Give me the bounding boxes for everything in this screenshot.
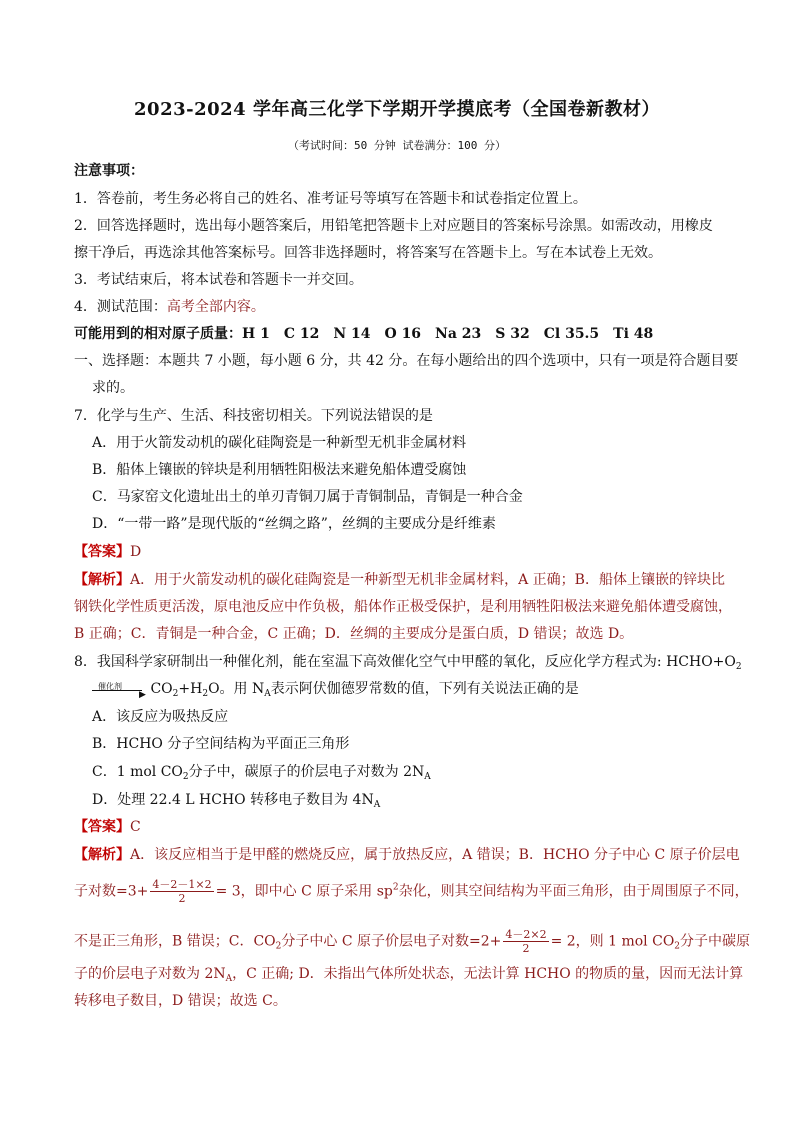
exam-title: 2023-2024 学年高三化学下学期开学摸底考（全国卷新教材） — [134, 99, 660, 120]
notice-item-1: 1．答卷前，考生务必将自己的姓名、准考证号等填写在答题卡和试卷指定位置上。 — [74, 191, 587, 207]
q8-analysis-2 — [74, 878, 749, 905]
subscript: A — [373, 800, 381, 810]
catalyst-label: 催化剂 — [98, 682, 122, 691]
subscript: A — [264, 689, 271, 699]
q7-option-a: A．用于火箭发动机的碳化硅陶瓷是一种新型无机非金属材料 — [92, 435, 467, 451]
subscript: 2 — [182, 772, 189, 782]
subscript: 2 — [202, 689, 209, 699]
q7-stem: 7．化学与生产、生活、科技密切相关。下列说法错误的是 — [74, 408, 433, 424]
superscript: 2 — [392, 882, 399, 893]
reaction-arrow-icon: 催化剂 ▶ — [92, 682, 146, 696]
q8-stem — [74, 653, 742, 676]
scope-value: 高考全部内容。 — [166, 299, 265, 315]
eq-text: 表示阿伏伽德罗常数的值，下列有关说法正确的是 — [270, 681, 579, 697]
q7-analysis-2: 钢铁化学性质更活泼，原电池反应中作负极，船体作正极受保护，是利用牺牲阳极法来避免船体遭受腐蚀， — [74, 599, 732, 615]
eq-text: +H — [178, 681, 203, 697]
analysis-label: 【解析】 — [74, 847, 130, 863]
q7-option-b: B．船体上镶嵌的锌块是利用牺牲阳极法来避免船体遭受腐蚀 — [92, 462, 467, 478]
notice-item-3: 3．考试结束后，将本试卷和答题卡一并交回。 — [74, 272, 363, 288]
analysis-text: 分子中心 C 原子价层电子对数=2+ — [281, 933, 502, 950]
answer-label: 【答案】 — [74, 544, 130, 560]
opt-text: D．处理 22.4 L HCHO 转移电子数目为 4N — [92, 792, 374, 808]
analysis-text: = 2，则 1 mol CO — [550, 933, 675, 950]
subscript: 2 — [674, 941, 681, 952]
subscript: A — [225, 974, 233, 984]
analysis-text: A．用于火箭发动机的碳化硅陶瓷是一种新型无机非金属材料，A 正确；B．船体上镶嵌的锌块比 — [130, 572, 725, 588]
section-heading: 一、选择题：本题共 7 小题，每小题 6 分，共 42 分。在每小题给出的四个选项中，只有一项是符合题目要 — [74, 353, 739, 369]
opt-text: C．1 mol CO — [92, 764, 183, 780]
section-heading-cont: 求的。 — [92, 380, 134, 396]
analysis-text: 子对数=3+ — [74, 883, 149, 900]
fraction-denominator: 2 — [522, 942, 530, 955]
subscript: 2 — [735, 662, 742, 672]
answer-value: C — [130, 819, 141, 835]
q8-analysis-4 — [74, 965, 743, 988]
scope-prefix: 4．测试范围： — [74, 299, 167, 315]
analysis-text: ，C 正确; D．未指出气体所处状态，无法计算 HCHO 的物质的量，因而无法计算 — [232, 966, 744, 982]
subscript: 2 — [172, 689, 179, 699]
analysis-text: 杂化，则其空间结构为平面三角形，由于周围原子不同， — [398, 883, 749, 900]
analysis-text: 子的价层电子对数为 2N — [74, 966, 226, 982]
q7-answer — [74, 543, 141, 561]
analysis-text: = 3，即中心 C 原子采用 sp — [215, 883, 393, 900]
fraction-numerator: 4－2－1×2 — [152, 878, 212, 891]
analysis-text: 分子中碳原 — [680, 933, 751, 950]
fraction-numerator: 4－2×2 — [505, 928, 547, 941]
notice-heading: 注意事项： — [74, 163, 144, 179]
eq-text: O。用 N — [208, 681, 265, 697]
q8-option-a: A．该反应为吸热反应 — [92, 709, 229, 725]
answer-label: 【答案】 — [74, 819, 130, 835]
q7-analysis-1 — [74, 571, 725, 589]
notice-item-2-cont: 擦干净后，再选涂其他答案标号。回答非选择题时，将答案写在答题卡上。写在本试卷上无效。 — [74, 245, 662, 261]
atomic-mass: 可能用到的相对原子质量：H 1 C 12 N 14 O 16 Na 23 S 32 Cl 35.5 Ti 48 — [74, 326, 654, 342]
fraction-denominator: 2 — [178, 892, 186, 905]
subscript: A — [424, 772, 431, 782]
q8-analysis-1 — [74, 846, 740, 864]
q8-analysis-3 — [74, 928, 750, 956]
answer-value: D — [130, 544, 142, 560]
q8-stem-text: 8．我国科学家研制出一种催化剂，能在室温下高效催化空气中甲醛的氧化，反应化学方程式为: HCHO+O — [74, 654, 736, 670]
fraction — [150, 878, 213, 905]
q8-equation — [92, 680, 579, 703]
exam-subtitle: （考试时间：50 分钟 试卷满分：100 分） — [288, 139, 506, 152]
subscript: 2 — [275, 941, 282, 952]
opt-text: 分子中，碳原子的价层电子对数为 2N — [188, 764, 425, 780]
q8-option-c — [92, 763, 431, 786]
analysis-text: A．该反应相当于是甲醛的燃烧反应，属于放热反应，A 错误；B．HCHO 分子中心 C 原子价层电 — [130, 847, 740, 863]
eq-text: CO — [150, 681, 173, 697]
q8-option-d — [92, 791, 380, 814]
analysis-text: 不是正三角形，B 错误；C．CO — [74, 933, 276, 950]
q8-option-b: B．HCHO 分子空间结构为平面正三角形 — [92, 736, 350, 752]
notice-item-2: 2．回答选择题时，选出每小题答案后，用铅笔把答题卡上对应题目的答案标号涂黑。如需改动，用橡皮 — [74, 218, 713, 234]
q7-option-d: D．“一带一路”是现代版的“丝绸之路”，丝绸的主要成分是纤维素 — [92, 516, 496, 532]
q8-analysis-5: 转移电子数目，D 错误；故选 C。 — [74, 993, 287, 1009]
analysis-label: 【解析】 — [74, 572, 130, 588]
q8-answer — [74, 818, 141, 836]
fraction — [503, 928, 548, 955]
q7-option-c: C．马家窑文化遗址出土的单刃青铜刀属于青铜制品，青铜是一种合金 — [92, 489, 523, 505]
notice-item-4 — [74, 298, 265, 316]
q7-analysis-3: B 正确；C．青铜是一种合金，C 正确；D．丝绸的主要成分是蛋白质，D 错误；故选 D。 — [74, 626, 634, 642]
